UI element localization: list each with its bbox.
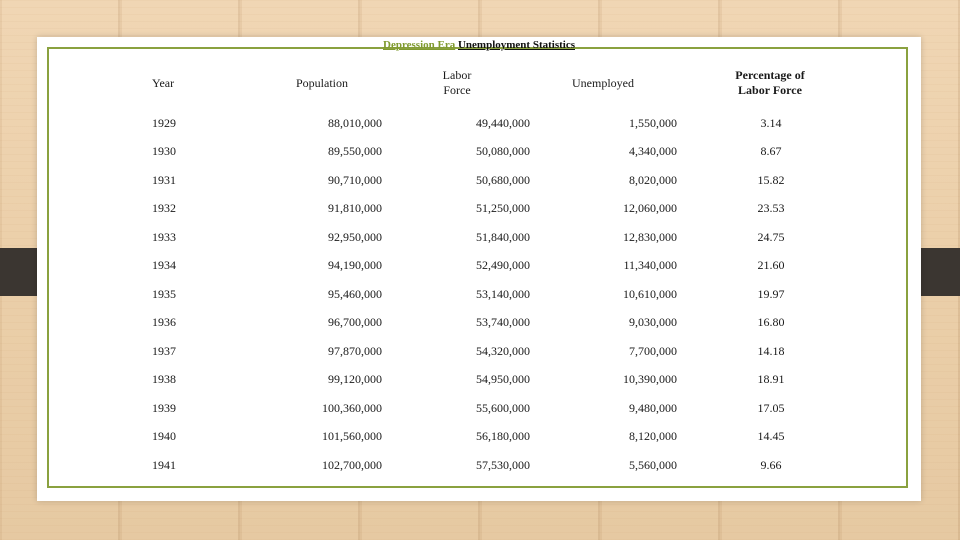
cell-percentage: 18.91: [757, 372, 785, 386]
cell-percentage: 14.45: [757, 429, 785, 443]
cell-unemployed: 4,340,000: [629, 144, 677, 158]
table-header-row: [37, 66, 921, 100]
cell-labor-force: 50,680,000: [476, 172, 530, 187]
cell-unemployed: 10,390,000: [623, 372, 677, 386]
cell-unemployed: 7,700,000: [629, 343, 677, 358]
cell-population: 99,120,000: [328, 372, 382, 386]
header-unemployed-label: Unemployed: [572, 75, 634, 90]
header-labor-force-line2: Force: [443, 83, 471, 97]
cell-labor-force: 54,950,000: [476, 372, 530, 386]
header-unemployed: [552, 66, 654, 100]
cell-year: 1930: [152, 144, 176, 158]
cell-unemployed: 12,830,000: [623, 229, 677, 244]
cell-labor-force: 51,840,000: [476, 229, 530, 244]
cell-labor-force: 55,600,000: [476, 400, 530, 415]
header-percentage: [717, 66, 823, 100]
header-population-label: Population: [295, 75, 348, 90]
header-year-label: Year: [152, 75, 175, 90]
cell-year: 1934: [152, 258, 176, 272]
table-row: [37, 137, 921, 167]
header-percentage-label: [735, 68, 804, 98]
table-row: [37, 222, 921, 252]
cell-population: 95,460,000: [328, 286, 382, 301]
slide: [37, 37, 921, 501]
cell-population: 97,870,000: [328, 343, 382, 358]
cell-unemployed: 9,030,000: [629, 315, 677, 329]
cell-year: 1937: [152, 343, 176, 358]
cell-year: 1929: [152, 115, 176, 130]
cell-percentage: 24.75: [757, 229, 785, 244]
header-labor-force-label: [443, 68, 472, 98]
table-row: [37, 251, 921, 281]
cell-percentage: 3.14: [760, 115, 782, 130]
cell-unemployed: 8,020,000: [629, 172, 677, 187]
header-population: [267, 66, 377, 100]
table-row: [37, 450, 921, 480]
cell-population: 102,700,000: [322, 457, 382, 472]
cell-percentage: 16.80: [757, 315, 785, 329]
cell-year: 1938: [152, 372, 176, 386]
cell-percentage: 9.66: [760, 457, 782, 472]
cell-percentage: 15.82: [757, 172, 785, 187]
cell-population: 94,190,000: [328, 258, 382, 272]
cell-population: 100,360,000: [322, 400, 382, 415]
cell-unemployed: 8,120,000: [629, 429, 677, 443]
cell-population: 91,810,000: [328, 201, 382, 215]
cell-labor-force: 53,740,000: [476, 315, 530, 329]
cell-labor-force: 49,440,000: [476, 115, 530, 130]
cell-labor-force: 57,530,000: [476, 457, 530, 472]
cell-population: 101,560,000: [322, 429, 382, 443]
header-year: [152, 66, 232, 100]
cell-labor-force: 56,180,000: [476, 429, 530, 443]
cell-year: 1941: [152, 457, 176, 472]
cell-population: 92,950,000: [328, 229, 382, 244]
cell-unemployed: 1,550,000: [629, 115, 677, 130]
cell-percentage: 14.18: [757, 343, 785, 358]
cell-year: 1932: [152, 201, 176, 215]
cell-labor-force: 52,490,000: [476, 258, 530, 272]
cell-percentage: 23.53: [757, 201, 785, 215]
header-percentage-line2: Labor Force: [738, 83, 802, 97]
cell-population: 90,710,000: [328, 172, 382, 187]
cell-population: 96,700,000: [328, 315, 382, 329]
cell-year: 1935: [152, 286, 176, 301]
table-row: [37, 308, 921, 338]
cell-unemployed: 11,340,000: [623, 258, 677, 272]
table-row: [37, 165, 921, 195]
cell-percentage: 19.97: [757, 286, 785, 301]
table-row: [37, 365, 921, 395]
cell-unemployed: 12,060,000: [623, 201, 677, 215]
header-percentage-line1: Percentage of: [735, 68, 805, 82]
header-labor-force-line1: Labor: [442, 68, 472, 82]
cell-labor-force: 54,320,000: [476, 343, 530, 358]
cell-labor-force: 53,140,000: [476, 286, 530, 301]
table-row: [37, 393, 921, 423]
header-labor-force: [417, 66, 497, 100]
cell-unemployed: 10,610,000: [623, 286, 677, 301]
cell-population: 89,550,000: [328, 144, 382, 158]
cell-year: 1936: [152, 315, 176, 329]
table-row: [37, 336, 921, 366]
cell-year: 1939: [152, 400, 176, 415]
cell-year: 1931: [152, 172, 176, 187]
table-row: [37, 422, 921, 452]
title-rest: Unemployment Statistics: [457, 39, 575, 51]
title-lead: Depression Era: [383, 39, 456, 51]
cell-population: 88,010,000: [328, 115, 382, 130]
cell-percentage: 17.05: [757, 400, 785, 415]
cell-unemployed: 5,560,000: [629, 457, 677, 472]
cell-percentage: 21.60: [757, 258, 785, 272]
table-row: [37, 108, 921, 138]
cell-year: 1940: [152, 429, 176, 443]
cell-unemployed: 9,480,000: [629, 400, 677, 415]
cell-labor-force: 50,080,000: [476, 144, 530, 158]
cell-percentage: 8.67: [760, 144, 782, 158]
cell-labor-force: 51,250,000: [476, 201, 530, 215]
table-row: [37, 194, 921, 224]
slide-title: [37, 39, 921, 51]
cell-year: 1933: [152, 229, 176, 244]
table-row: [37, 279, 921, 309]
